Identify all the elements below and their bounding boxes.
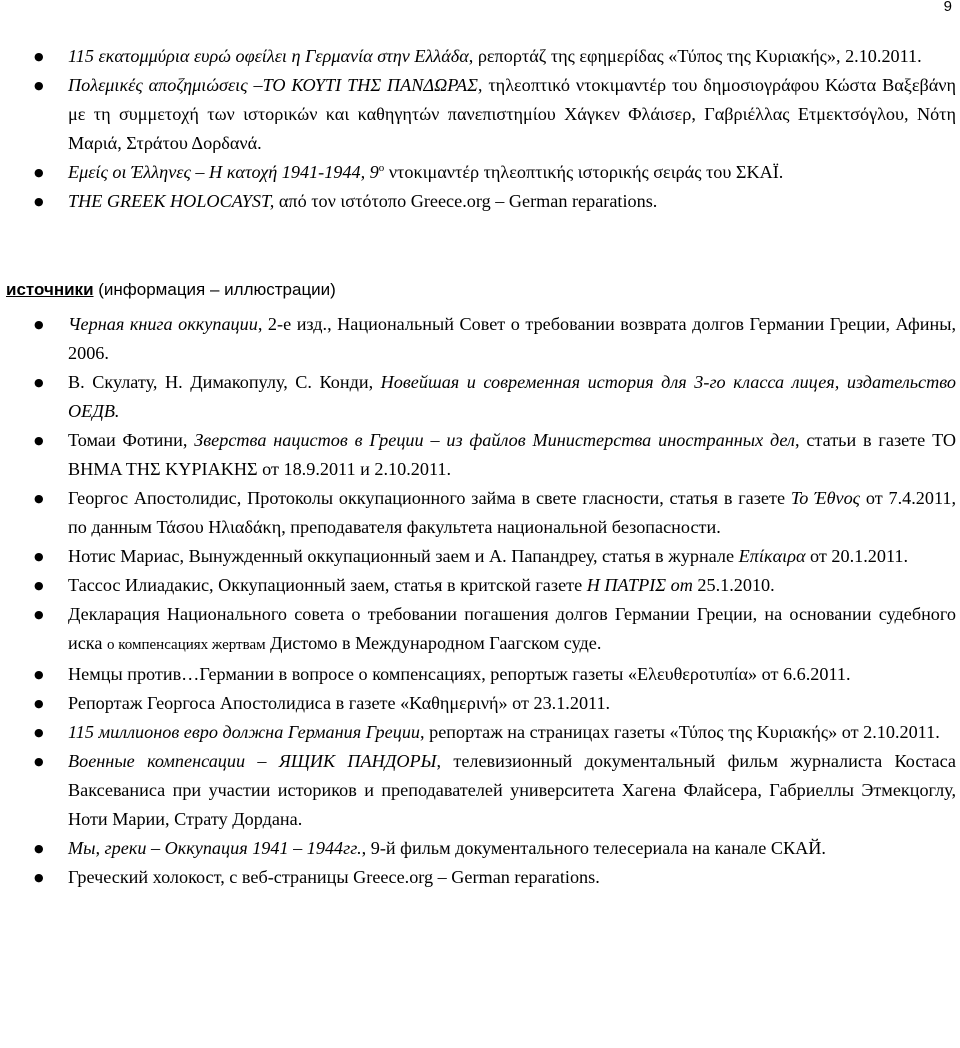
item-italic-text: Το Έθνος	[790, 488, 861, 508]
item-title: THE GREEK HOLOCAYST,	[68, 191, 275, 211]
sources-heading	[6, 280, 336, 300]
item-text: 25.1.2010.	[692, 575, 775, 595]
item-text: , ρεπορτάζ της εφημερίδας «Τύπος της Κυριακής», 2.10.2011.	[468, 46, 922, 66]
item-title: 115 εκατομμύρια ευρώ οφείλει η Γερμανία στην Ελλάδα	[68, 46, 469, 66]
list-item	[0, 747, 958, 834]
item-text: Декларация Национального совета о требовании погашения долгов Германии Греции, на основании судебного иска	[68, 604, 956, 653]
item-italic-text: Επίκαιρα	[738, 546, 806, 566]
item-text: Нотис Мариас, Вынужденный оккупационный заем и А. Папандреу, статья в журнале	[68, 546, 739, 566]
item-italic-text: Мы, греки – Оккупация 1941 – 1944гг.	[68, 838, 362, 858]
list-item	[0, 600, 958, 660]
list-item	[0, 863, 958, 892]
item-text: Репортаж Георгоса Апостолидиса в газете «Καθημερινή» от 23.1.2011.	[68, 693, 611, 713]
item-title: Πολεμικές αποζημιώσεις –ΤΟ ΚΟΥΤΙ ΤΗΣ ΠΑΝΔΩΡΑΣ,	[68, 75, 483, 95]
list-item	[0, 187, 958, 216]
item-title: Εμείς οι Έλληνες – Η κατοχή 1941-1944, 9	[68, 162, 379, 182]
list-item	[0, 158, 958, 187]
item-text: Дистомо в Международном Гаагском суде.	[265, 633, 602, 653]
item-italic-text: Новейшая и современная история для 3-го класса лицея, издательство ОЕДВ.	[68, 372, 956, 421]
item-italic-text: Черная книга оккупации	[68, 314, 258, 334]
list-item	[0, 689, 958, 718]
list-item	[0, 542, 958, 571]
sources-heading-bold: источники	[6, 280, 94, 299]
list-item	[0, 571, 958, 600]
list-item	[0, 426, 958, 484]
item-text: τηλεοπτικό ντοκιμαντέρ του δημοσιογράφου Κώστα Βαξεβάνη με τη συμμετοχή των ιστορικών και καθηγητών πανεπιστημίου Χάγκεν Φλάισερ, Γαβριέλλας Ετμεκτσόγλου, Νότη Μαριά, Στράτου Δορδανά.	[68, 75, 956, 153]
item-text: από τον ιστότοπο Greece.org – German reparations.	[274, 191, 658, 211]
list-item	[0, 834, 958, 863]
greek-documentary-list	[0, 42, 958, 216]
item-text: от 7.4.2011, по данным Τάσου Ηλιαδάκη, преподавателя факультета национальной безопасности.	[68, 488, 956, 537]
list-item	[0, 42, 958, 71]
list-item	[0, 660, 958, 689]
item-text: , 2-е изд., Национальный Совет о требовании возврата долгов Германии Греции, Афины, 2006.	[68, 314, 957, 363]
item-text: Томаи Фотини,	[68, 430, 195, 450]
item-text: , репортаж на страницах газеты «Τύπος της Κυριακής» от 2.10.2011.	[420, 722, 940, 742]
item-italic-text: Военные компенсации – ЯЩИК ПАНДОРЫ	[68, 751, 437, 771]
item-text: Немцы против…Германии в вопросе о компенсациях, репортыж газеты «Ελευθεροτυπία» от 6.6.2011.	[68, 664, 851, 684]
item-text: Греческий холокост, с веб-страницы Greece.org – German reparations.	[68, 867, 600, 887]
item-text: В. Скулату, Н. Димакопулу, С. Конди,	[68, 372, 381, 392]
item-text: о компенсациях жертвам	[107, 637, 266, 653]
item-italic-text: 115 миллионов евро должна Германия Греции	[68, 722, 421, 742]
item-italic-text: Η ΠΑΤΡΙΣ от	[586, 575, 693, 595]
item-text: ντοκιμαντέρ τηλεοπτικής ιστορικής σειράς του ΣΚΑΪ.	[384, 162, 784, 182]
list-item	[0, 484, 958, 542]
list-item	[0, 71, 958, 158]
superscript: ο	[378, 161, 385, 174]
russian-sources-list	[0, 310, 958, 892]
item-text: , телевизионный документальный фильм журналиста Костаса Ваксеваниса при участии историков и преподавателей университета Хагена Флайсера, Габриеллы Этмекцоглу, Ноти Марии, Страту Дордана.	[68, 751, 957, 829]
item-text: , 9-й фильм документального телесериала на канале СКАЙ.	[361, 838, 826, 858]
list-item	[0, 718, 958, 747]
list-item	[0, 310, 958, 368]
item-text: , статьи в газете ΤΟ ΒΗΜΑ ΤΗΣ ΚΥΡΙΑΚΗΣ от 18.9.2011 и 2.10.2011.	[68, 430, 956, 479]
page-number: 9	[943, 0, 952, 15]
list-item	[0, 368, 958, 426]
item-italic-text: Зверства нацистов в Греции – из файлов Министерства иностранных дел	[194, 430, 795, 450]
sources-heading-rest: (информация – иллюстрации)	[93, 280, 336, 299]
item-text: Георгос Апостолидис, Протоколы оккупационного займа в свете гласности, статья в газете	[68, 488, 791, 508]
item-text: от 20.1.2011.	[805, 546, 909, 566]
item-text: Тассос Илиадакис, Оккупационный заем, статья в критской газете	[68, 575, 587, 595]
